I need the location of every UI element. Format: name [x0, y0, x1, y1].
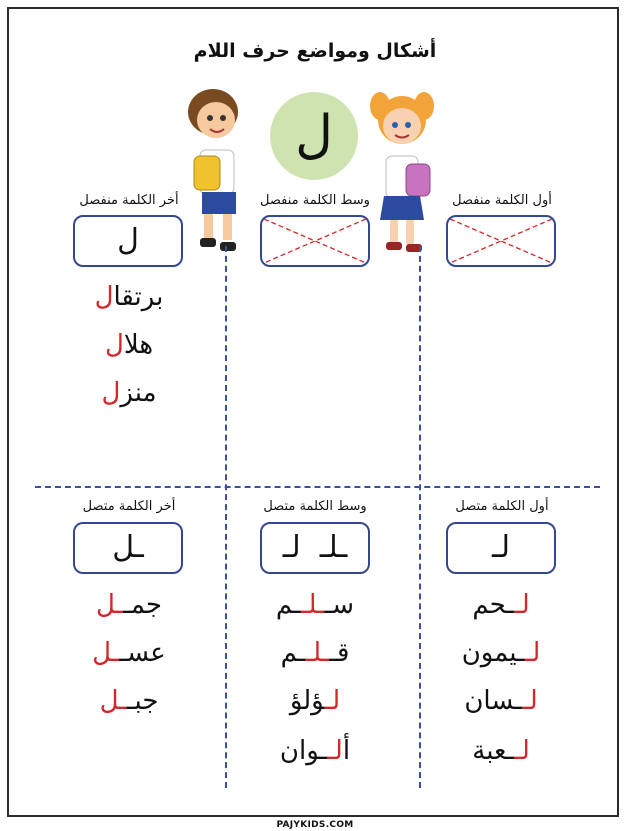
- label-connected-start: أول الكلمة متصل: [455, 499, 549, 514]
- word-connected-end-1: جمــل: [95, 590, 163, 620]
- form-box-connected-end: ـل: [73, 522, 183, 574]
- word-connected-start-1: لــحم: [472, 590, 530, 620]
- page-title: أشكال ومواضع حرف اللام: [193, 40, 437, 62]
- word-connected-start-3: لــسان: [464, 686, 538, 716]
- girl-illustration: [362, 84, 442, 262]
- word-connected-start-4: لــعبة: [472, 736, 530, 766]
- form-box-separated-end: ل: [73, 215, 183, 267]
- label-separated-end: أخر الكلمة منفصل: [79, 193, 179, 208]
- label-connected-end: أخر الكلمة متصل: [82, 499, 176, 514]
- label-separated-middle: وسط الكلمة منفصل: [260, 193, 370, 208]
- label-separated-start: أول الكلمة منفصل: [452, 193, 552, 208]
- word-connected-middle-3: لـؤلؤ: [289, 686, 341, 716]
- cross-out-icon: [448, 217, 554, 265]
- row-divider: [35, 486, 600, 488]
- column-divider-left: [419, 246, 421, 788]
- boy-illustration: [180, 84, 250, 262]
- word-connected-start-2: لــيمون: [461, 638, 541, 668]
- word-connected-middle-2: قــلــم: [280, 638, 350, 668]
- form-box-connected-middle: ـلـ لـ: [260, 522, 370, 574]
- form-box-separated-middle: [260, 215, 370, 267]
- letter-circle: ل: [270, 92, 358, 180]
- form-box-separated-start: [446, 215, 556, 267]
- footer: [0, 812, 630, 831]
- word-connected-middle-1: ســلــم: [275, 590, 355, 620]
- word-separated-end-3: منزل: [101, 378, 157, 408]
- label-connected-middle: وسط الكلمة متصل: [263, 499, 367, 514]
- cross-out-icon: [262, 217, 368, 265]
- column-divider-right: [225, 246, 227, 788]
- word-connected-end-3: جبــل: [99, 686, 159, 716]
- word-separated-end-1: برتقال: [94, 282, 164, 312]
- footer-site: PAJYKIDS.COM: [270, 820, 359, 830]
- form-box-connected-start: لـ: [446, 522, 556, 574]
- word-connected-middle-4: ألــوان: [279, 736, 351, 766]
- word-separated-end-2: هلال: [104, 330, 154, 360]
- word-connected-end-2: عســل: [92, 638, 166, 668]
